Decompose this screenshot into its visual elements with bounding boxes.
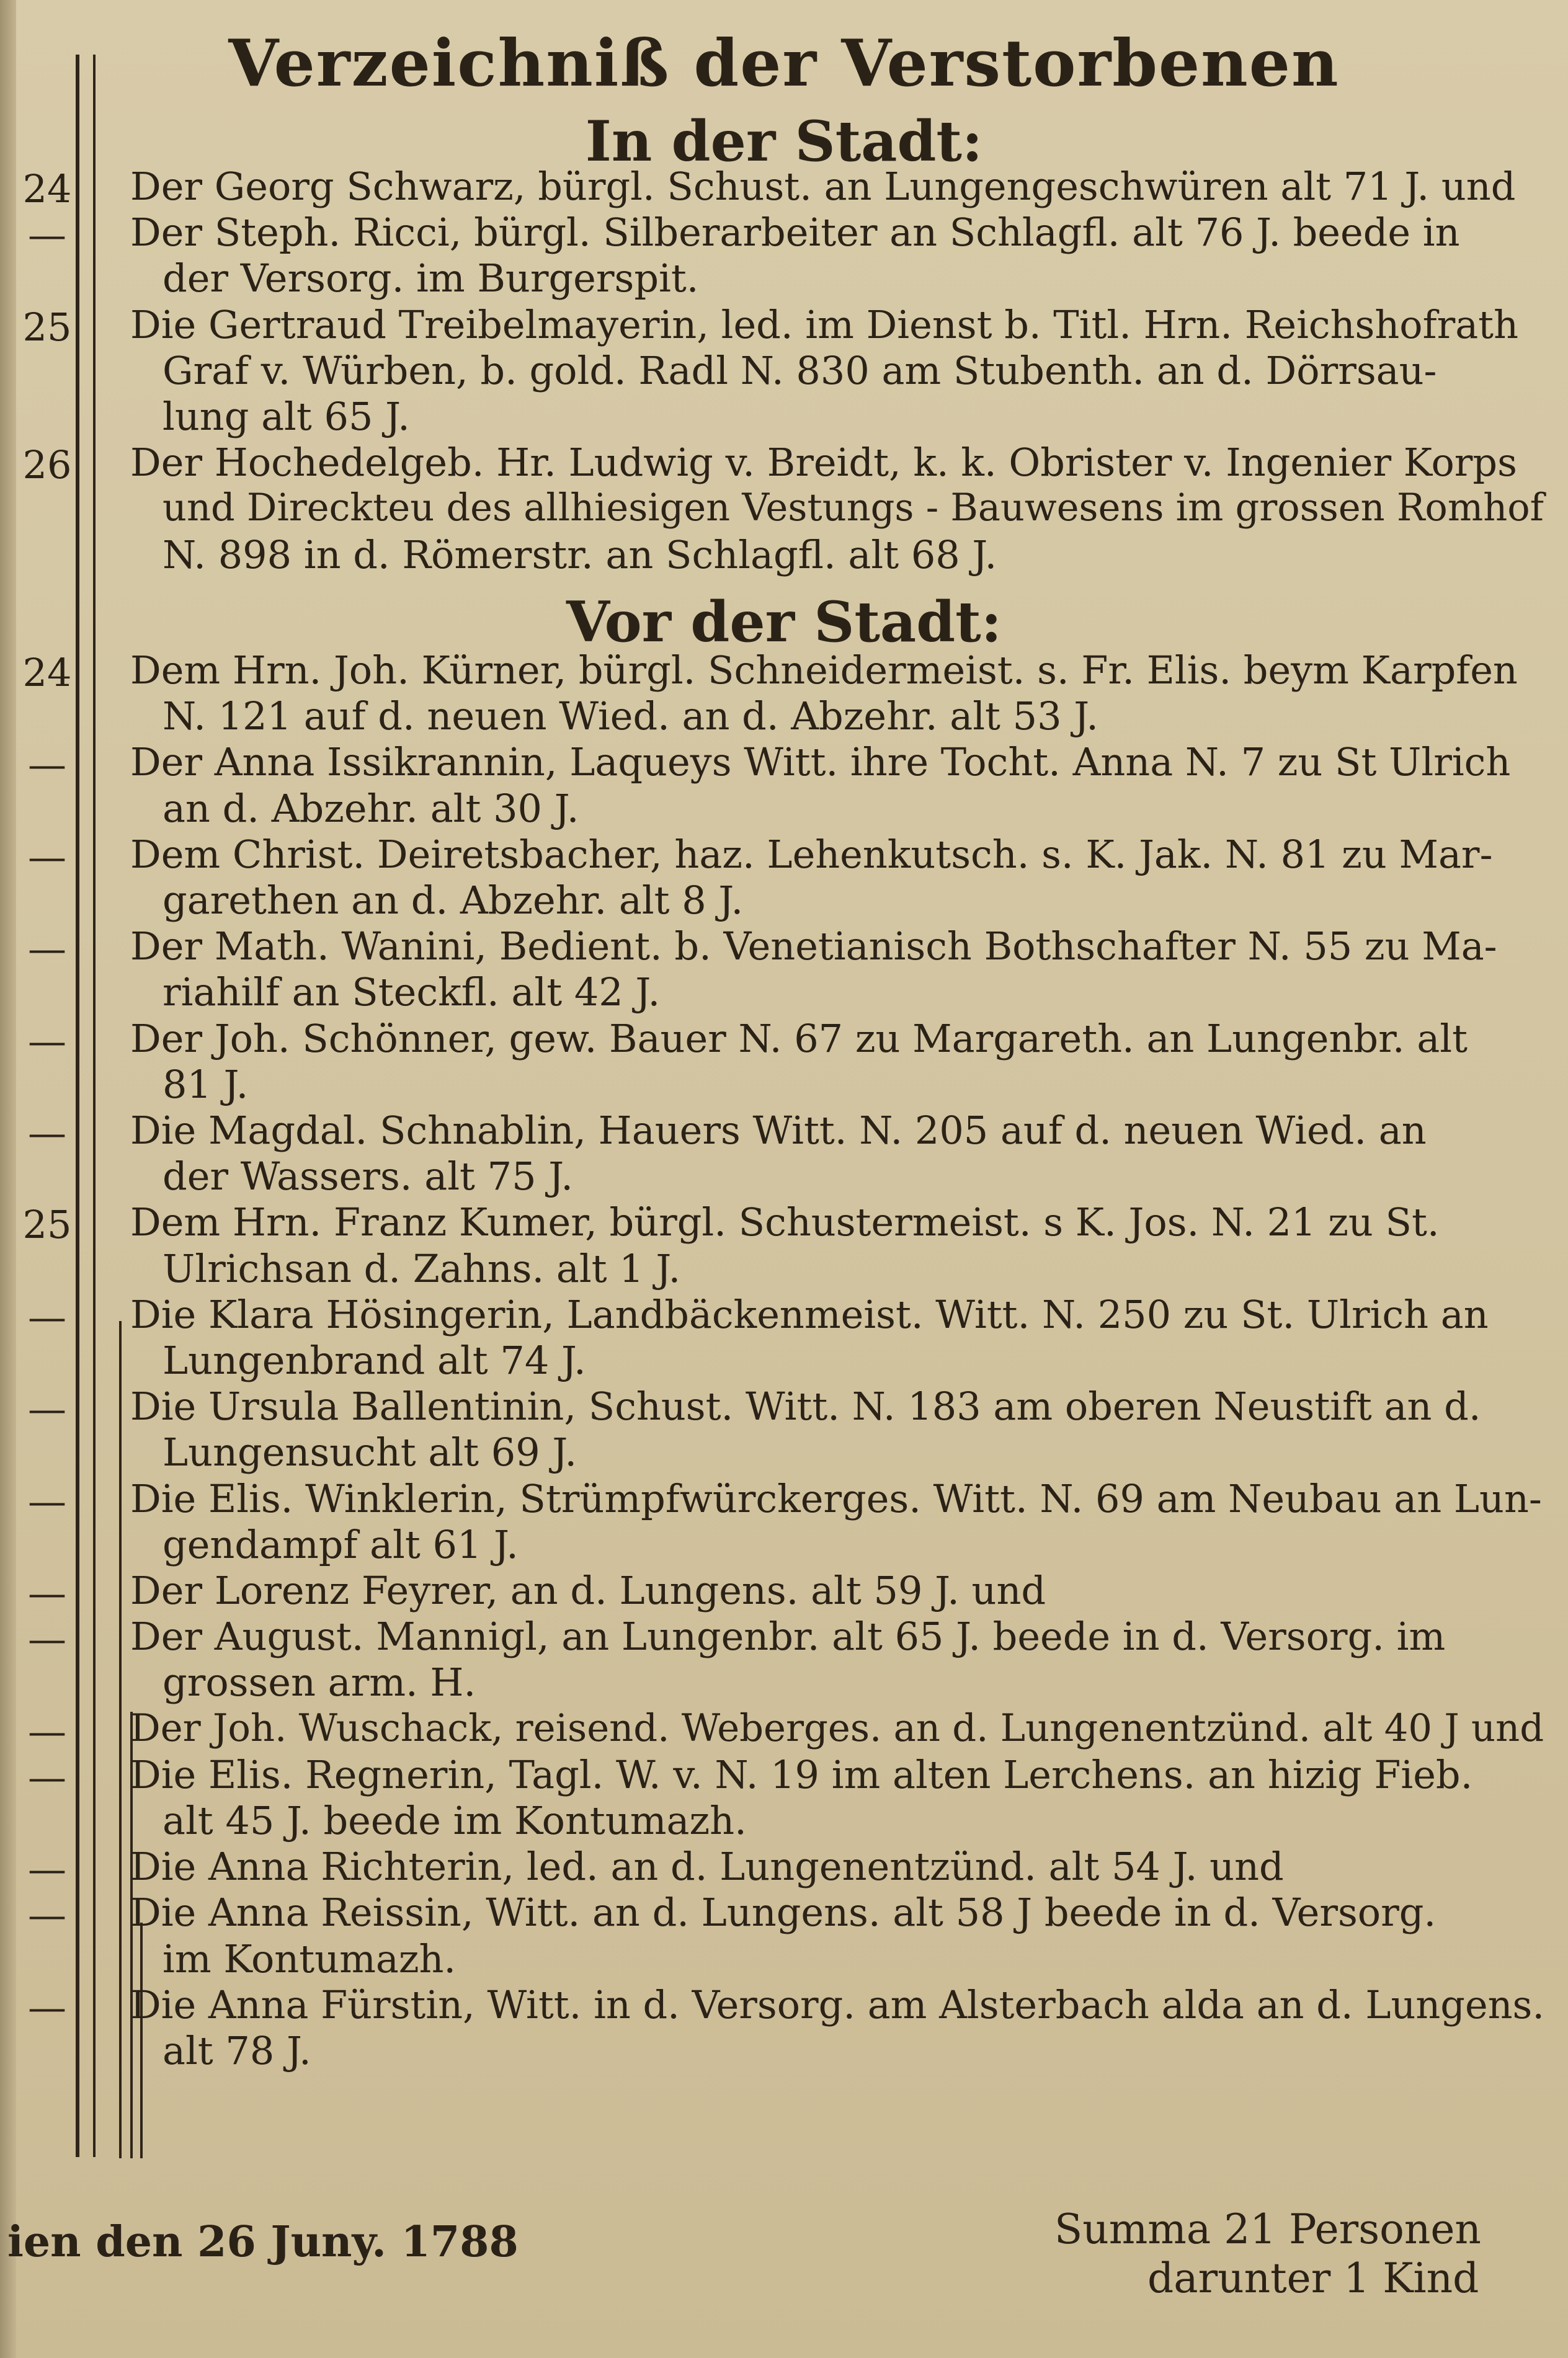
section-heading: Vor der Stadt: [566, 589, 1002, 655]
entry-line: Die Anna Fürstin, Witt. in d. Versorg. am Alsterbach alda an d. Lungens. [130, 1982, 1545, 2027]
entry-date: — [28, 834, 66, 879]
footer-place-date: ien den 26 Juny. 1788 [7, 2217, 519, 2267]
entry-line: Die Klara Hösingerin, Landbäckenmeist. Witt. N. 250 zu St. Ulrich an [130, 1291, 1489, 1337]
entry-line: Der Joh. Schönner, gew. Bauer N. 67 zu Margareth. an Lungenbr. alt [130, 1015, 1468, 1061]
entry-line: Dem Hrn. Joh. Kürner, bürgl. Schneidermeist. s. Fr. Elis. beym Karpfen [130, 647, 1518, 693]
entry-date: — [28, 1846, 66, 1892]
entry-line: Der August. Mannigl, an Lungenbr. alt 65 J. beede in d. Versorg. im [130, 1614, 1446, 1660]
page-title: Verzeichniß der Verstorbenen [228, 25, 1340, 101]
entry-date: — [28, 742, 66, 788]
entry-line: Dem Christ. Deiretsbacher, haz. Lehenkutsch. s. K. Jak. N. 81 zu Mar- [130, 831, 1493, 877]
entry-date: — [28, 1754, 66, 1800]
entry-line: im Kontumazh. [163, 1936, 457, 1982]
entry-line: Ulrichsan d. Zahns. alt 1 J. [163, 1245, 681, 1291]
entry-line: Lungensucht alt 69 J. [163, 1430, 577, 1475]
entry-date: — [28, 926, 66, 972]
entry-line: alt 78 J. [163, 2028, 311, 2073]
entry-line: Der Hochedelgeb. Hr. Ludwig v. Breidt, k. k. Obrister v. Ingenier Korps [130, 440, 1517, 486]
entry-line: Der Anna Issikrannin, Laqueys Witt. ihre Tocht. Anna N. 7 zu St Ulrich [130, 739, 1511, 785]
entry-line: Dem Hrn. Franz Kumer, bürgl. Schustermeist. s K. Jos. N. 21 zu St. [130, 1199, 1440, 1245]
entry-line: Die Gertraud Treibelmayerin, led. im Dienst b. Titl. Hrn. Reichshofrath [130, 301, 1519, 347]
entry-line: gendampf alt 61 J. [163, 1521, 519, 1567]
entry-date: — [28, 1708, 66, 1754]
entry-line: 81 J. [163, 1061, 249, 1107]
entry-line: N. 121 auf d. neuen Wied. an d. Abzehr. alt 53 J. [163, 693, 1099, 739]
entry-line: riahilf an Steckfl. alt 42 J. [163, 969, 661, 1015]
entry-line: Die Anna Richterin, led. an d. Lungenentzünd. alt 54 J. und [130, 1844, 1284, 1890]
entry-line: alt 45 J. beede im Kontumazh. [163, 1798, 747, 1843]
entry-line: Die Ursula Ballentinin, Schust. Witt. N. 183 am oberen Neustift an d. [130, 1384, 1481, 1430]
footer-darunter: darunter 1 Kind [1147, 2254, 1479, 2303]
margin-rule [93, 55, 96, 2157]
entry-date: — [28, 1294, 66, 1340]
entry-date: — [28, 1478, 66, 1524]
entry-date: — [28, 1892, 66, 1938]
entry-line: Die Magdal. Schnablin, Hauers Witt. N. 205 auf d. neuen Wied. an [130, 1108, 1427, 1153]
entry-date: — [28, 1386, 66, 1432]
entry-date: 25 [22, 304, 72, 350]
entry-date: — [28, 1616, 66, 1662]
footer-summa: Summa 21 Personen [1054, 2205, 1481, 2253]
page-edge-shadow [0, 0, 16, 2358]
footer-summary [1054, 2205, 1513, 2303]
section-heading: In der Stadt: [585, 109, 983, 174]
entry-date: — [28, 1018, 66, 1064]
entry-line: Die Anna Reissin, Witt. an d. Lungens. alt 58 J beede in d. Versorg. [130, 1890, 1437, 1936]
entry-line: Lungenbrand alt 74 J. [163, 1338, 586, 1383]
margin-rule [119, 1321, 122, 2158]
entry-date: — [28, 1570, 66, 1616]
entry-line: Der Joh. Wuschack, reisend. Weberges. an d. Lungenentzünd. alt 40 J und [130, 1706, 1544, 1750]
entry-date: 26 [22, 442, 72, 488]
entry-date: 24 [22, 166, 72, 211]
entry-line: Der Math. Wanini, Bedient. b. Venetianisch Bothschafter N. 55 zu Ma- [130, 923, 1497, 969]
entry-line: der Wassers. alt 75 J. [163, 1154, 573, 1199]
entry-line: N. 898 in d. Römerstr. an Schlagfl. alt 68 J. [163, 532, 997, 577]
entry-line: Der Lorenz Feyrer, an d. Lungens. alt 59 J. und [130, 1568, 1046, 1613]
entry-line: grossen arm. H. [163, 1660, 476, 1706]
entry-line: Der Steph. Ricci, bürgl. Silberarbeiter an Schlagfl. alt 76 J. beede in [130, 210, 1460, 256]
entry-date: — [28, 1110, 66, 1155]
entry-date: 25 [22, 1202, 72, 1248]
entry-line: Der Georg Schwarz, bürgl. Schust. an Lungengeschwüren alt 71 J. und [130, 164, 1516, 209]
entry-line: garethen an d. Abzehr. alt 8 J. [163, 878, 744, 923]
entry-date: 24 [22, 650, 72, 695]
margin-rule [76, 55, 79, 2157]
entry-line: Die Elis. Regnerin, Tagl. W. v. N. 19 im alten Lerchens. an hizig Fieb. [130, 1751, 1473, 1797]
entry-line: Die Elis. Winklerin, Strümpfwürckerges. Witt. N. 69 am Neubau an Lun- [130, 1475, 1542, 1521]
entry-line: und Direckteu des allhiesigen Vestungs - Bauwesens im grossen Romhof [163, 486, 1544, 530]
entry-line: Graf v. Würben, b. gold. Radl N. 830 am Stubenth. an d. Dörrsau- [163, 347, 1437, 393]
entry-date: — [28, 212, 66, 258]
entry-line: lung alt 65 J. [163, 394, 410, 439]
entry-line: der Versorg. im Burgerspit. [163, 256, 699, 301]
margin-rule [140, 1923, 143, 2158]
entry-date: — [28, 1984, 66, 2030]
entry-line: an d. Abzehr. alt 30 J. [163, 785, 579, 831]
